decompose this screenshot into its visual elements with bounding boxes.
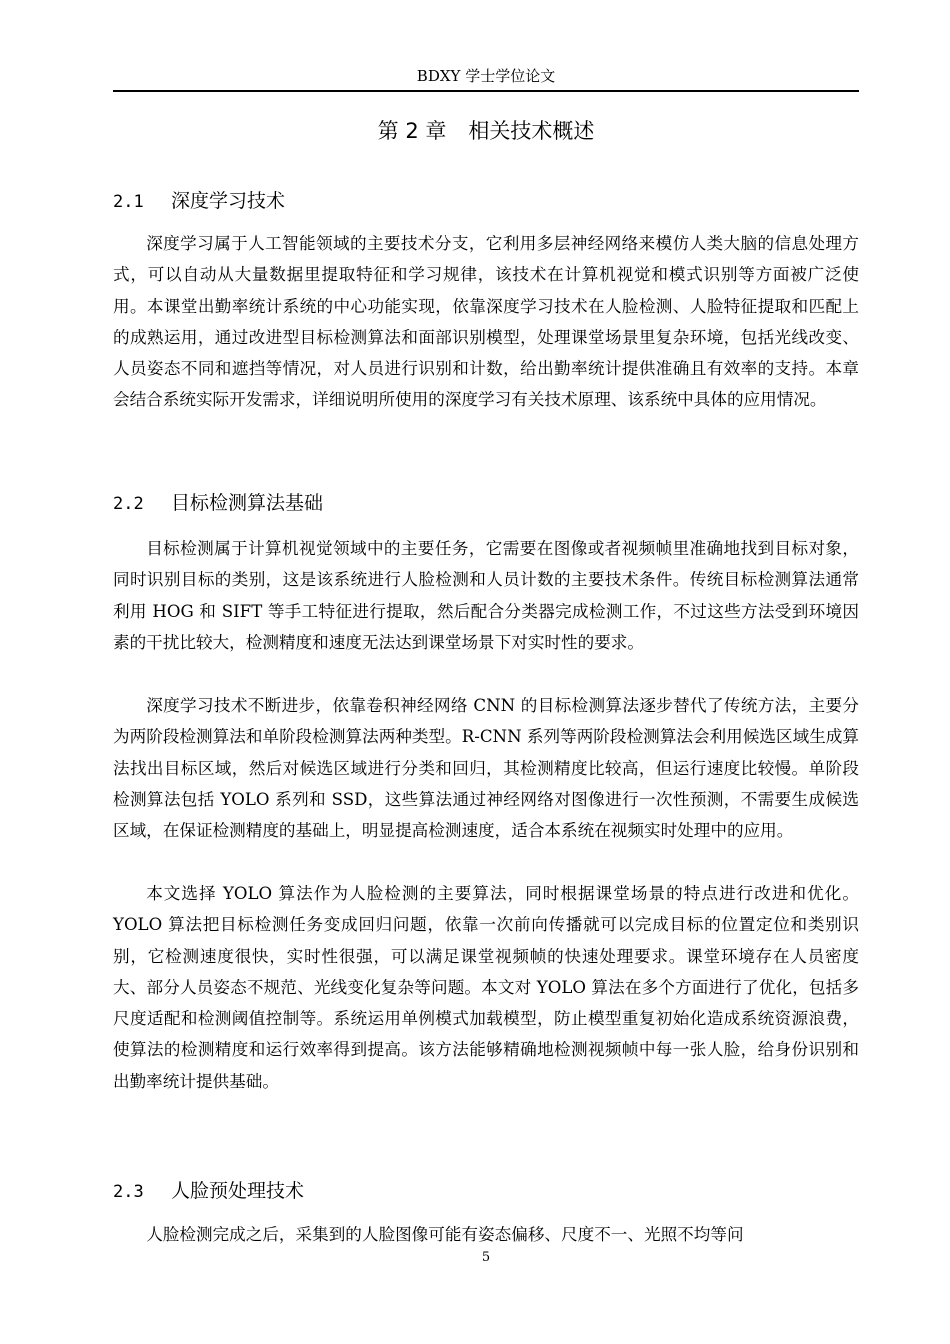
chapter-number: 第 2 章 xyxy=(377,119,447,143)
header-rule xyxy=(113,90,859,92)
paragraph-deep-learning: 深度学习属于人工智能领域的主要技术分支，它利用多层神经网络来模仿人类大脑的信息处理方式，可以自动从大量数据里提取特征和学习规律，该技术在计算机视觉和模式识别等方面被广泛使用。本课堂出勤率统计系统的中心功能实现，依靠深度学习技术在人脸检测、人脸特征提取和匹配上的成熟运用，通过改进型目标检测算法和面部识别模型，处理课堂场景里复杂环境，包括光线改变、人员姿态不同和遮挡等情况，对人员进行识别和计数，给出勤率统计提供准确且有效率的支持。本章会结合系统实际开发需求，详细说明所使用的深度学习有关技术原理、该系统中具体的应用情况。 xyxy=(113,234,859,410)
section-number: 2.1 xyxy=(113,192,144,212)
section-title: 人脸预处理技术 xyxy=(171,1180,305,1202)
section-title: 深度学习技术 xyxy=(171,190,286,212)
paragraph-face-preprocessing: 人脸检测完成之后，采集到的人脸图像可能有姿态偏移、尺度不一、光照不均等问 xyxy=(146,1225,744,1244)
paragraph-object-detection: 目标检测属于计算机视觉领域中的主要任务，它需要在图像或者视频帧里准确地找到目标对象，同时识别目标的类别，这是该系统进行人脸检测和人员计数的主要技术条件。传统目标检测算法通常利用 HOG 和 SIFT 等手工特征进行提取，然后配合分类器完成检测工作，不过这些方法受到环境因素的干扰比较大，检测精度和速度无法达到课堂场景下对实时性的要求。 xyxy=(113,539,859,652)
section-heading-2-1 xyxy=(113,188,285,215)
section-title: 目标检测算法基础 xyxy=(171,492,324,514)
section-heading-2-2 xyxy=(113,490,323,517)
running-header: BDXY 学士学位论文 xyxy=(416,67,556,85)
chapter-title: 相关技术概述 xyxy=(468,119,595,143)
section-number: 2.3 xyxy=(113,1182,144,1202)
paragraph-cnn-detectors: 深度学习技术不断进步，依靠卷积神经网络 CNN 的目标检测算法逐步替代了传统方法，主要分为两阶段检测算法和单阶段检测算法两种类型。R-CNN 系列等两阶段检测算法会利用候选区域生成算法找出目标区域，然后对候选区域进行分类和回归，其检测精度比较高，但运行速度比较慢。单阶段检测算法包括 YOLO 系列和 SSD，这些算法通过神经网络对图像进行一次性预测，不需要生成候选区域，在保证检测精度的基础上，明显提高检测速度，适合本系统在视频实时处理中的应用。 xyxy=(113,696,859,841)
page-number: 5 xyxy=(481,1250,491,1265)
paragraph-yolo: 本文选择 YOLO 算法作为人脸检测的主要算法，同时根据课堂场景的特点进行改进和优化。YOLO 算法把目标检测任务变成回归问题，依靠一次前向传播就可以完成目标的位置定位和类别识别，它检测速度很快，实时性很强，可以满足课堂视频帧的快速处理要求。课堂环境存在人员密度大、部分人员姿态不规范、光线变化复杂等问题。本文对 YOLO 算法在多个方面进行了优化，包括多尺度适配和检测阈值控制等。系统运用单例模式加载模型，防止模型重复初始化造成系统资源浪费，使算法的检测精度和运行效率得到提高。该方法能够精确地检测视频帧中每一张人脸，给身份识别和出勤率统计提供基础。 xyxy=(113,884,859,1091)
section-heading-2-3 xyxy=(113,1178,304,1205)
section-number: 2.2 xyxy=(113,494,144,514)
chapter-heading xyxy=(113,116,859,146)
